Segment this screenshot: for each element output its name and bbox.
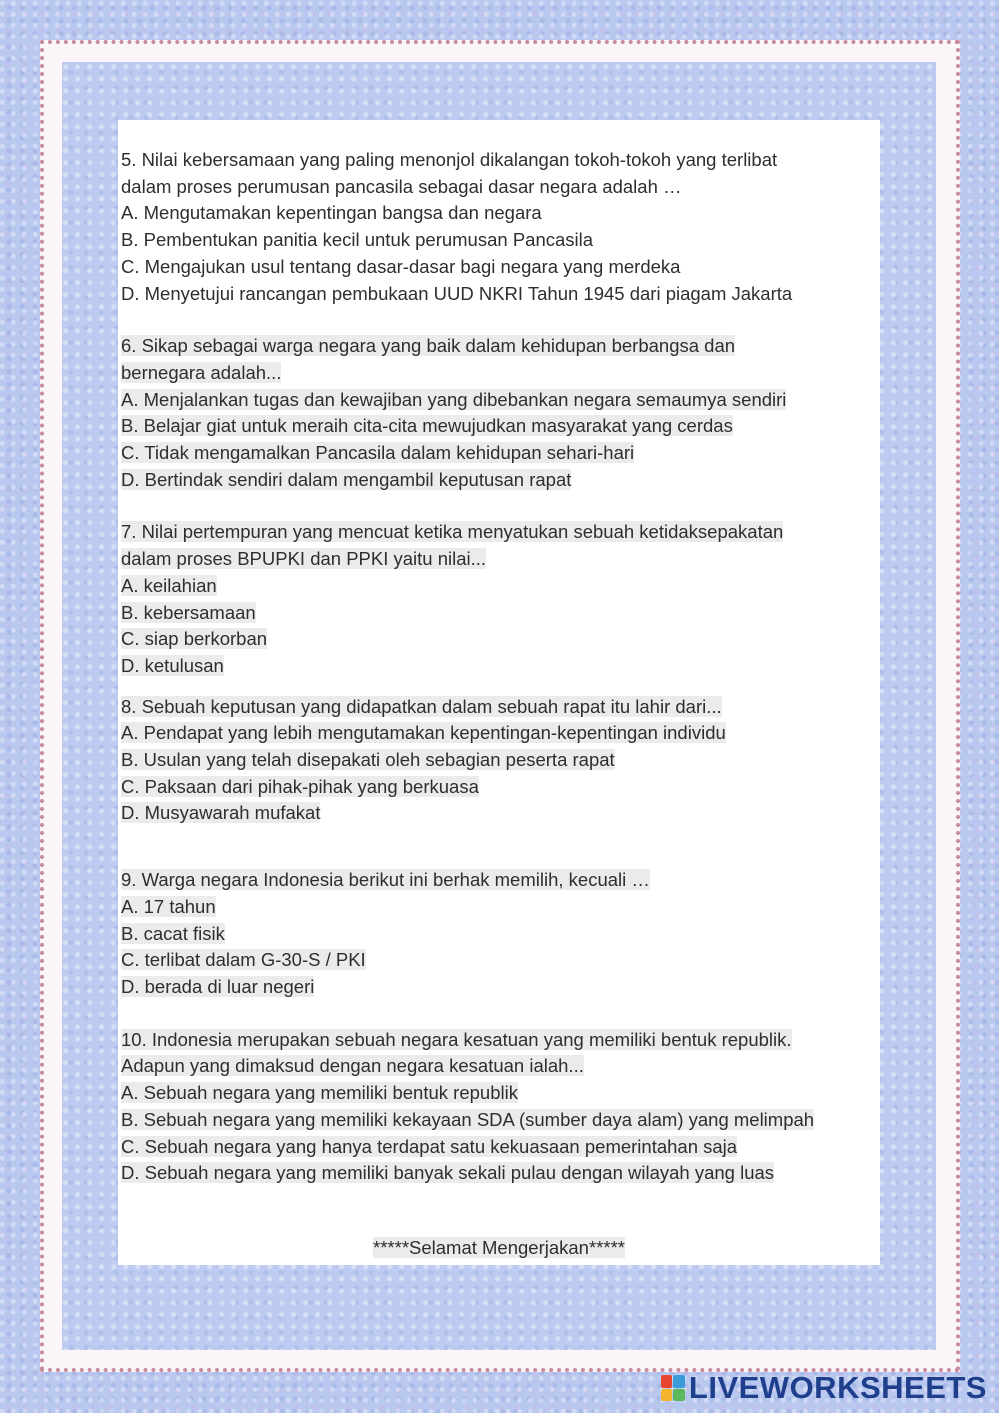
question-text: 8. Sebuah keputusan yang didapatkan dalam sebuah rapat itu lahir dari... (121, 695, 722, 717)
answer-option-d[interactable]: D. ketulusan (121, 654, 224, 676)
question-7 (121, 519, 881, 679)
question-text: dalam proses BPUPKI dan PPKI yaitu nilai... (121, 548, 487, 570)
answer-option-d[interactable]: D. berada di luar negeri (121, 975, 315, 997)
answer-option-c[interactable]: C. Tidak mengamalkan Pancasila dalam kehidupan sehari-hari (121, 442, 635, 464)
answer-option-c[interactable]: C. Sebuah negara yang hanya terdapat satu kekuasaan pemerintahan saja (121, 1135, 738, 1157)
question-text: 10. Indonesia merupakan sebuah negara kesatuan yang memiliki bentuk republik. (121, 1028, 792, 1050)
answer-option-b[interactable]: B. cacat fisik (121, 922, 225, 944)
answer-option-a[interactable]: A. Menjalankan tugas dan kewajiban yang dibebankan negara semaumya sendiri (121, 388, 787, 410)
closing-message (118, 1237, 880, 1259)
liveworksheets-logo-icon (661, 1375, 685, 1401)
question-text: bernegara adalah... (121, 361, 282, 383)
answer-option-c[interactable]: C. Paksaan dari pihak-pihak yang berkuasa (121, 775, 479, 797)
answer-option-b[interactable]: B. kebersamaan (121, 601, 256, 623)
answer-option-d[interactable]: D. Menyetujui rancangan pembukaan UUD NKRI Tahun 1945 dari piagam Jakarta (121, 282, 793, 304)
answer-option-d[interactable]: D. Musyawarah mufakat (121, 802, 321, 824)
question-5 (121, 147, 881, 307)
answer-option-b[interactable]: B. Sebuah negara yang memiliki kekayaan SDA (sumber daya alam) yang melimpah (121, 1108, 815, 1130)
question-text: Adapun yang dimaksud dengan negara kesatuan ialah... (121, 1055, 584, 1077)
answer-option-a[interactable]: A. Mengutamakan kepentingan bangsa dan negara (121, 202, 542, 224)
question-6 (121, 333, 881, 493)
question-10 (121, 1027, 881, 1187)
question-list (121, 147, 881, 1187)
answer-option-c[interactable]: C. siap berkorban (121, 628, 268, 650)
question-text: 5. Nilai kebersamaan yang paling menonjol dikalangan tokoh-tokoh yang terlibat (121, 149, 778, 170)
answer-option-a[interactable]: A. keilahian (121, 574, 217, 596)
answer-option-b[interactable]: B. Usulan yang telah disepakati oleh sebagian peserta rapat (121, 749, 615, 771)
question-text: dalam proses perumusan pancasila sebagai dasar negara adalah … (121, 175, 682, 197)
closing-message-text: *****Selamat Mengerjakan***** (373, 1237, 625, 1258)
answer-option-a[interactable]: A. Sebuah negara yang memiliki bentuk republik (121, 1082, 518, 1104)
answer-option-a[interactable]: A. 17 tahun (121, 895, 216, 917)
answer-option-c[interactable]: C. Mengajukan usul tentang dasar-dasar bagi negara yang merdeka (121, 255, 681, 277)
question-text: 9. Warga negara Indonesia berikut ini berhak memilih, kecuali … (121, 869, 650, 891)
logo-square-blue (673, 1375, 685, 1388)
question-9 (121, 867, 881, 1001)
answer-option-b[interactable]: B. Pembentukan panitia kecil untuk perumusan Pancasila (121, 229, 594, 251)
question-8 (121, 694, 881, 828)
question-text: 7. Nilai pertempuran yang mencuat ketika menyatukan sebuah ketidaksepakatan (121, 521, 784, 543)
logo-square-red (661, 1375, 673, 1388)
brand-name: LIVEWORKSHEETS (688, 1370, 987, 1405)
answer-option-b[interactable]: B. Belajar giat untuk meraih cita-cita mewujudkan masyarakat yang cerdas (121, 415, 733, 437)
answer-option-a[interactable]: A. Pendapat yang lebih mengutamakan kepentingan-kepentingan individu (121, 722, 726, 744)
logo-square-green (673, 1389, 685, 1402)
answer-option-d[interactable]: D. Bertindak sendiri dalam mengambil keputusan rapat (121, 468, 572, 490)
liveworksheets-brand[interactable] (661, 1371, 987, 1405)
question-text: 6. Sikap sebagai warga negara yang baik dalam kehidupan berbangsa dan (121, 335, 736, 357)
answer-option-c[interactable]: C. terlibat dalam G-30-S / PKI (121, 949, 366, 971)
logo-square-yellow (661, 1389, 673, 1402)
answer-option-d[interactable]: D. Sebuah negara yang memiliki banyak sekali pulau dengan wilayah yang luas (121, 1162, 775, 1184)
